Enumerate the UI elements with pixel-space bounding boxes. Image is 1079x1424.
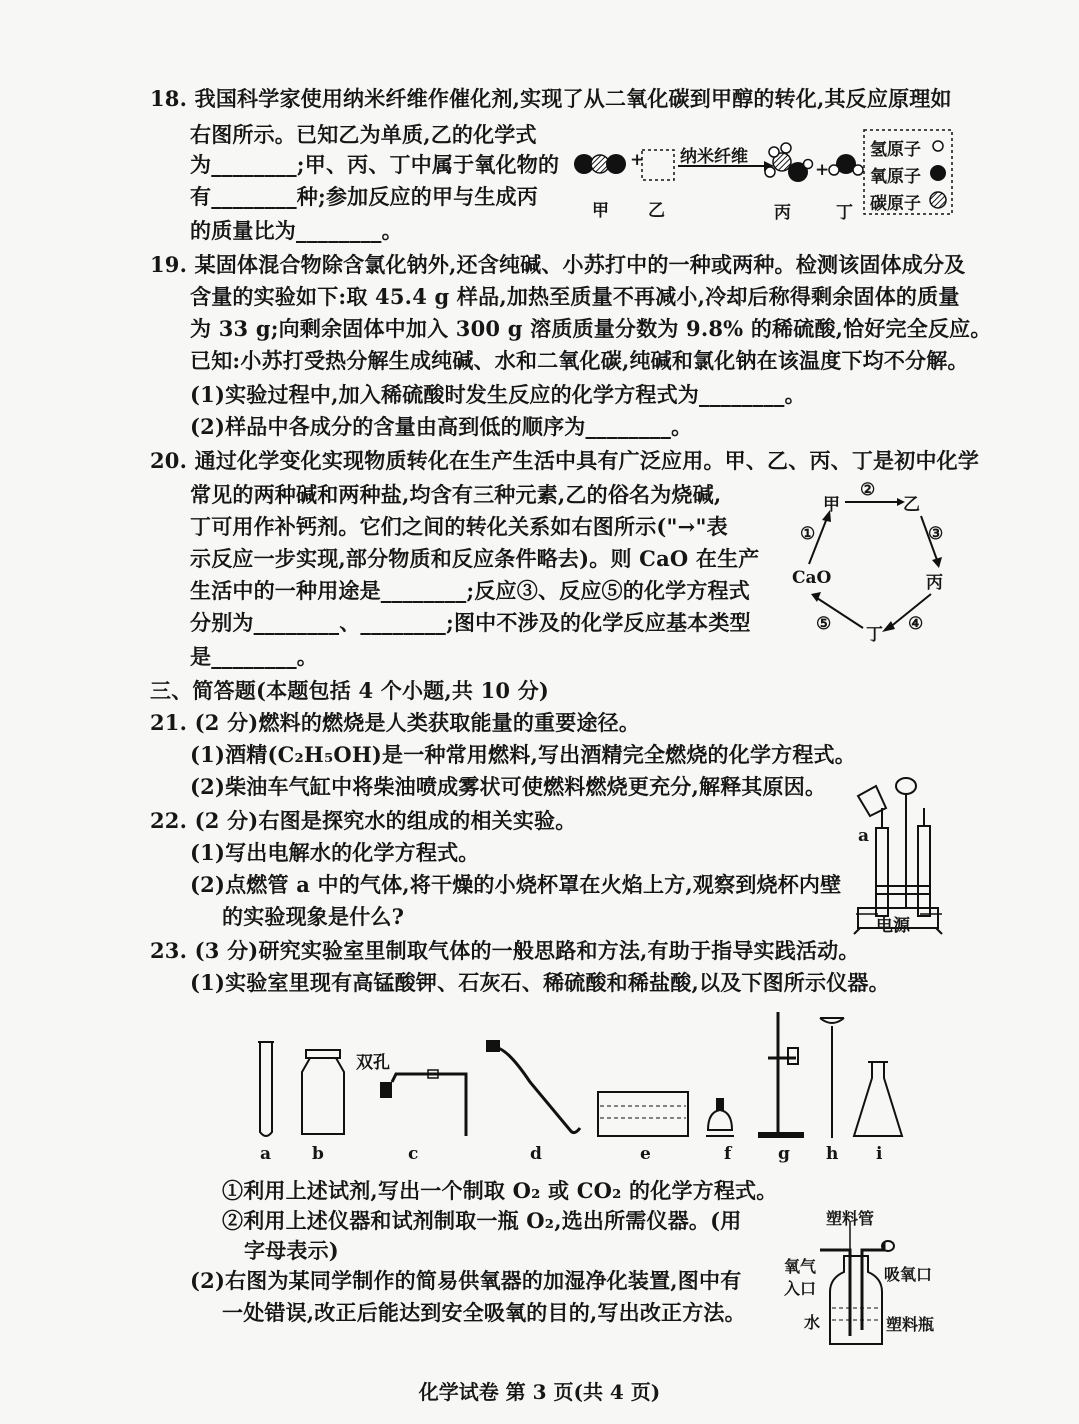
q20-arrows-svg [785,482,965,642]
plastic-bottle [830,1256,882,1344]
apparatus-label-h: h [826,1144,839,1164]
q20-node-cao: CaO [792,568,832,588]
q18-jia-o2 [606,154,626,174]
q20-reaction-3: ③ [928,524,944,544]
humidifier-tube-label: 塑料管 [826,1209,875,1228]
q22-part1: (1)写出电解水的化学方程式。 [190,840,480,865]
test-tube-a [260,1042,272,1136]
q18-label-jia: 甲 [592,201,609,221]
q21-part1: (1)酒精(C₂H₅OH)是一种常用燃料,写出酒精完全燃烧的化学方程式。 [190,742,856,767]
q19-part2: (2)样品中各成分的含量由高到低的顺序为________。 [190,414,693,439]
q18-label-yi: 乙 [648,201,665,221]
hydrogen-atom-icon [933,141,943,151]
q18-plus2: + [815,160,830,180]
q19-line1: 19. 某固体混合物除含氯化钠外,还含纯碱、小苏打中的一种或两种。检测该固体成分及 [150,252,966,277]
page-footer: 化学试卷 第 3 页(共 4 页) [418,1380,661,1404]
apparatus-label-f: f [724,1144,732,1164]
delivery-tube-d [486,1040,500,1052]
q20-reaction-2: ② [860,480,876,500]
q18-label-bing: 丙 [774,203,791,223]
q23-sub2b: 字母表示) [244,1238,339,1263]
q20-line1: 20. 通过化学变化实现物质转化在生产生活中具有广泛应用。甲、乙、丙、丁是初中化学 [150,448,980,473]
q18-yi-box [642,150,674,180]
q22-power-label: 电源 [876,916,910,936]
q22-line1: 22. (2 分)右图是探究水的组成的相关实验。 [150,808,577,833]
alcohol-lamp-f [708,1110,732,1130]
oxygen-atom-icon [930,165,946,181]
apparatus-label-a: a [260,1144,272,1164]
q18-legend-o: 氧原子 [870,167,921,187]
q18-line5: 的质量比为________。 [190,218,403,243]
q20-reaction-4: ④ [908,614,924,634]
q23-part2b: 一处错误,改正后能达到安全吸氧的目的,写出改正方法。 [222,1300,746,1325]
q22-part2: (2)点燃管 a 中的气体,将干燥的小烧杯罩在火焰上方,观察到烧杯内壁 [190,872,842,897]
q23-part2: (2)右图为某同学制作的简易供氧器的加湿净化装置,图中有 [190,1268,742,1293]
apparatus-label-b: b [312,1144,324,1164]
q19-line2: 含量的实验如下:取 45.4 g 样品,加热至质量不再减小,冷却后称得剩余固体的质量 [190,284,960,309]
apparatus-label-e: e [640,1144,651,1164]
q19-part1: (1)实验过程中,加入稀硫酸时发生反应的化学方程式为________。 [190,382,806,407]
q20-line3: 丁可用作补钙剂。它们之间的转化关系如右图所示("→"表 [190,514,728,539]
q20-node-ding: 丁 [866,625,883,645]
q21-line1: 21. (2 分)燃料的燃烧是人类获取能量的重要途径。 [150,710,641,735]
humidifier-water-label: 水 [804,1313,821,1332]
humidifier-outlet-label: 吸氧口 [884,1265,933,1284]
q20-line7: 是________。 [190,644,318,669]
humidifier-inlet-label2: 入口 [784,1279,817,1298]
q23-sub1: ①利用上述试剂,写出一个制取 O₂ 或 CO₂ 的化学方程式。 [222,1178,778,1203]
q19-line3: 为 33 g;向剩余固体中加入 300 g 溶质质量分数为 9.8% 的稀硫酸,恰好完全反应。 [190,316,992,341]
q18-line4: 有________种;参加反应的甲与生成丙 [190,184,538,209]
q20-line2: 常见的两种碱和两种盐,均含有三种元素,乙的俗名为烧碱, [190,482,722,507]
apparatus-svg [240,1012,920,1142]
q20-line4: 示反应一步实现,部分物质和反应条件略去)。则 CaO 在生产 [190,546,760,571]
apparatus-label-g: g [778,1144,790,1164]
q23-line1: 23. (3 分)研究实验室里制取气体的一般思路和方法,有助于指导实践活动。 [150,938,860,963]
q18-legend-c: 碳原子 [870,194,921,214]
q20-reaction-5: ⑤ [816,614,832,634]
humidifier-bottle-label: 塑料瓶 [886,1315,935,1334]
apparatus-label-c: c [408,1144,419,1164]
apparatus-label-i: i [876,1144,883,1164]
q20-node-jia: 甲 [823,495,840,515]
q19-line4: 已知:小苏打受热分解生成纯碱、水和二氧化碳,纯碱和氯化钠在该温度下均不分解。 [190,348,969,373]
humidifier-inlet-label1: 氧气 [784,1257,817,1276]
q22-tube-a-label: a [858,826,870,846]
section3-heading: 三、简答题(本题包括 4 个小题,共 10 分) [150,678,550,703]
q20-node-yi: 乙 [903,495,920,515]
conical-flask-i [854,1062,902,1136]
q18-line2: 右图所示。已知乙为单质,乙的化学式 [190,122,537,147]
q20-line5: 生活中的一种用途是________;反应③、反应⑤的化学方程式 [190,578,750,603]
apparatus-label-shuangkong: 双孔 [356,1053,390,1073]
q23-part1: (1)实验室里现有高锰酸钾、石灰石、稀硫酸和稀盐酸,以及下图所示仪器。 [190,970,890,995]
q23-sub2: ②利用上述仪器和试剂制取一瓶 O₂,选出所需仪器。(用 [222,1208,742,1233]
q18-line1: 18. 我国科学家使用纳米纤维作催化剂,实现了从二氧化碳到甲醇的转化,其反应原理如 [150,86,952,111]
q20-node-bing: 丙 [926,573,943,593]
q18-catalyst-label: 纳米纤维 [680,147,748,167]
gas-bottle-b [302,1058,344,1134]
trough-e [598,1092,688,1136]
stopper-c [380,1082,392,1098]
q18-line3: 为________;甲、丙、丁中属于氧化物的 [190,152,560,177]
apparatus-label-d: d [530,1144,542,1164]
q20-reaction-1: ① [800,524,816,544]
q18-plus1: + [630,150,645,170]
q18-legend-h: 氢原子 [870,140,921,160]
q18-label-ding: 丁 [836,203,853,223]
q20-line6: 分别为________、________;图中不涉及的化学反应基本类型 [190,610,751,635]
q22-part2b: 的实验现象是什么? [222,904,405,929]
carbon-atom-icon [930,192,946,208]
q21-part2: (2)柴油车气缸中将柴油喷成雾状可使燃料燃烧更充分,解释其原因。 [190,774,827,799]
